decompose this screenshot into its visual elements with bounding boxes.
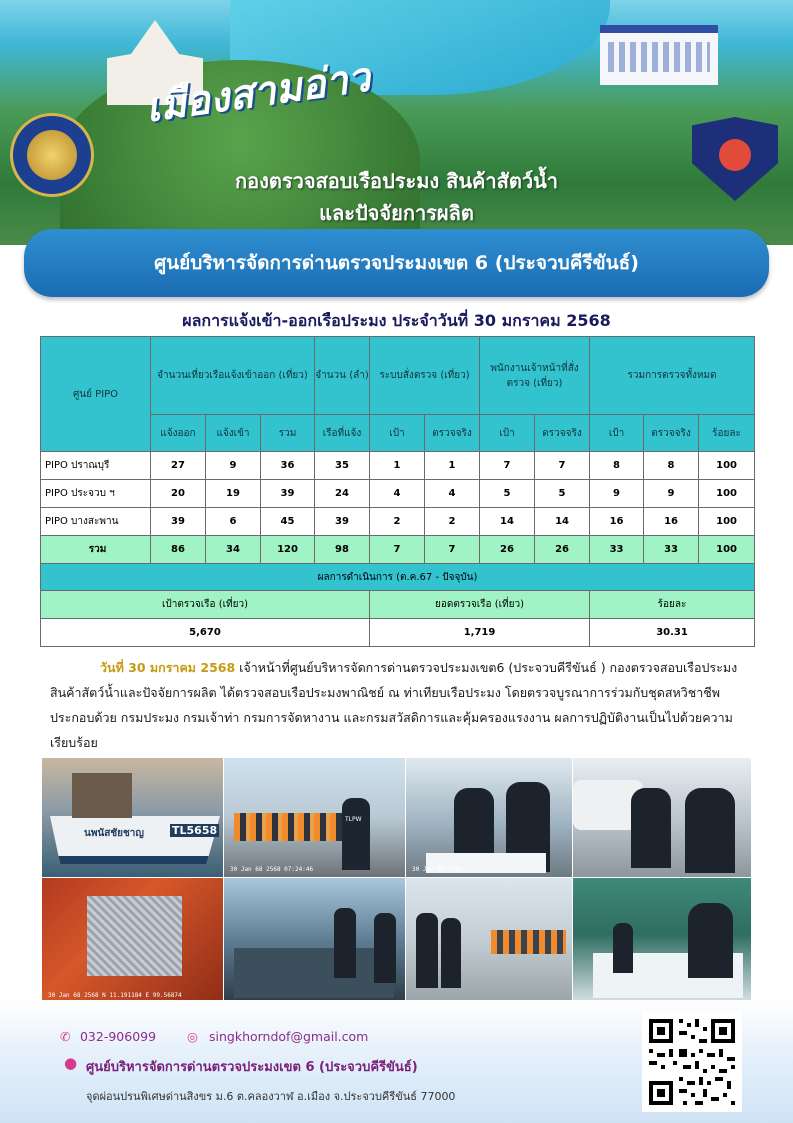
script-title: เมืองสามอ่าว — [142, 53, 374, 132]
subheader: รวม — [261, 415, 315, 452]
cell: 1 — [370, 452, 425, 480]
cell: 100 — [699, 452, 755, 480]
photo-timestamp: 30 Jan 68 2568 N 11.191184 E 99.56874 — [48, 992, 182, 999]
address-title: ศูนย์บริหารจัดการด่านตรวจประมงเขต 6 (ประจวบคีรีขันธ์) — [86, 1060, 418, 1075]
subheader: แจ้งออก — [151, 415, 206, 452]
subheader: ตรวจจริง — [425, 415, 480, 452]
subheader: ตรวจจริง — [644, 415, 699, 452]
cell: 27 — [151, 452, 206, 480]
total-row — [41, 536, 755, 564]
cell: 8 — [590, 452, 644, 480]
subheader: ตรวจจริง — [535, 415, 590, 452]
qr-code-graphic — [645, 1015, 739, 1109]
cell: 39 — [151, 508, 206, 536]
cell: 14 — [535, 508, 590, 536]
uniform-stamp: TLPW — [345, 816, 362, 823]
summary-header-percent: ร้อยละ — [590, 591, 755, 619]
cell: 1 — [425, 452, 480, 480]
photo-table-inspection — [573, 878, 751, 1003]
cell: 5 — [480, 480, 535, 508]
subheader: เป้า — [590, 415, 644, 452]
cell: 120 — [261, 536, 315, 564]
boat-name-label: นพนัสชัยชาญ — [84, 828, 144, 839]
header-officer: พนักงานเจ้าหน้าที่สั่งตรวจ (เที่ยว) — [480, 337, 590, 415]
cell: 9 — [206, 452, 261, 480]
photo-officers-car — [573, 758, 751, 877]
summary-value-target: 5,670 — [41, 619, 370, 647]
phone-contact[interactable] — [60, 1029, 156, 1044]
header-vessels: จำนวน (ลำ) — [315, 337, 370, 415]
cell: 7 — [535, 452, 590, 480]
cell: 7 — [425, 536, 480, 564]
cell: 100 — [699, 536, 755, 564]
cell: 33 — [590, 536, 644, 564]
table-row — [41, 508, 755, 536]
subheader: เรือที่แจ้ง — [315, 415, 370, 452]
row-name: PIPO ปราณบุรี — [41, 452, 151, 480]
cell: 2 — [370, 508, 425, 536]
summary-header-target: เป้าตรวจเรือ (เที่ยว) — [41, 591, 370, 619]
photo-timestamp: 30 Jan 68 2568 — [412, 866, 463, 873]
cell: 6 — [206, 508, 261, 536]
photo-boat-deck — [224, 878, 405, 1003]
cell: 4 — [425, 480, 480, 508]
cell: 2 — [425, 508, 480, 536]
phone-number: 032-906099 — [79, 1029, 157, 1044]
photo-fish-hold — [42, 878, 223, 1003]
cell: 86 — [151, 536, 206, 564]
cell: 16 — [644, 508, 699, 536]
cell: 36 — [261, 452, 315, 480]
header-total: รวมการตรวจทั้งหมด — [590, 337, 755, 415]
email-address: singkhorndof@gmail.com — [208, 1029, 369, 1044]
cell: 24 — [315, 480, 370, 508]
cell: 14 — [480, 508, 535, 536]
summary-value-checked: 1,719 — [370, 619, 590, 647]
cell: 100 — [699, 508, 755, 536]
cell: 33 — [644, 536, 699, 564]
report-table — [40, 336, 755, 647]
cell: 100 — [699, 480, 755, 508]
row-name: PIPO บางสะพาน — [41, 508, 151, 536]
cell: 39 — [315, 508, 370, 536]
subheader: เป้า — [480, 415, 535, 452]
total-row-name: รวม — [41, 536, 151, 564]
header-center: ศูนย์ PIPO — [41, 337, 151, 452]
header-system: ระบบสั่งตรวจ (เที่ยว) — [370, 337, 480, 415]
phone-icon: ✆ — [60, 1029, 71, 1044]
location-pin-icon: ● — [64, 1054, 78, 1072]
cell: 5 — [535, 480, 590, 508]
qr-code[interactable] — [642, 1012, 742, 1112]
subheader: ร้อยละ — [699, 415, 755, 452]
cell: 26 — [535, 536, 590, 564]
paragraph-body: เจ้าหน้าที่ศูนย์บริหารจัดการด่านตรวจประมงเขต6 (ประจวบคีรีขันธ์ ) กองตรวจสอบเรือประมง สินค้าสัตว์น้ำและปัจจัยการผลิต ได้ตรวจสอบเรือประมงพาณิชย์ ณ ท่าเทียบเรือประมง โดยตรวจบูรณาการร่วมกับชุดสหวิชาชีพ ประกอบด้วย กรมประมง กรมเจ้าท่า กรมการจัดหางาน และกรมสวัสดิการและคุ้มครองแรงงาน ผลการปฏิบัติงานเป็นไปด้วยความเรียบร้อย — [50, 660, 738, 750]
table-row — [41, 480, 755, 508]
cell: 98 — [315, 536, 370, 564]
summary-value-percent: 30.31 — [590, 619, 755, 647]
header-trips: จำนวนเที่ยวเรือแจ้งเข้าออก (เที่ยว) — [151, 337, 315, 415]
subheader: แจ้งเข้า — [206, 415, 261, 452]
header-title-line2: และปัจจัยการผลิต — [319, 201, 474, 225]
boat-registration: TL5658 — [172, 824, 218, 837]
photo-timestamp: 30 Jan 68 2568 07:24:46 — [230, 866, 314, 873]
header-title-line1: กองตรวจสอบเรือประมง สินค้าสัตว์น้ำ — [235, 169, 558, 193]
photo-crew-inspection — [224, 758, 405, 877]
cell: 9 — [590, 480, 644, 508]
banner-title: ศูนย์บริหารจัดการด่านตรวจประมงเขต 6 (ประจวบคีรีขันธ์) — [154, 252, 639, 274]
row-name: PIPO ประจวบ ฯ — [41, 480, 151, 508]
header-hero-image — [0, 0, 793, 245]
center-banner — [24, 229, 769, 297]
cell: 45 — [261, 508, 315, 536]
cell: 20 — [151, 480, 206, 508]
cell: 9 — [644, 480, 699, 508]
photo-pier-crew — [406, 878, 572, 1003]
cell: 19 — [206, 480, 261, 508]
cell: 26 — [480, 536, 535, 564]
cell: 4 — [370, 480, 425, 508]
email-contact[interactable] — [187, 1029, 368, 1044]
photo-document-check — [406, 758, 572, 877]
cell: 35 — [315, 452, 370, 480]
cell: 7 — [480, 452, 535, 480]
cell: 34 — [206, 536, 261, 564]
address-line: จุดผ่อนปรนพิเศษด่านสิงขร ม.6 ต.คลองวาฬ อ.เมือง จ.ประจวบคีรีขันธ์ 77000 — [86, 1090, 456, 1103]
summary-header-checked: ยอดตรวจเรือ (เที่ยว) — [370, 591, 590, 619]
table-row — [41, 452, 755, 480]
hotel-windows — [608, 42, 710, 72]
report-title: ผลการแจ้งเข้า-ออกเรือประมง ประจำวันที่ 30 มกราคม 2568 — [182, 311, 611, 330]
cell: 8 — [644, 452, 699, 480]
subheader: เป้า — [370, 415, 425, 452]
cell: 39 — [261, 480, 315, 508]
paragraph-date: วันที่ 30 มกราคม 2568 — [100, 660, 236, 675]
cell: 7 — [370, 536, 425, 564]
globe-icon: ◎ — [187, 1029, 198, 1044]
summary-band: ผลการดำเนินการ (ต.ค.67 - ปัจจุบัน) — [41, 564, 755, 591]
description-paragraph — [50, 655, 750, 755]
photo-fishing-boat — [42, 758, 223, 877]
cell: 16 — [590, 508, 644, 536]
